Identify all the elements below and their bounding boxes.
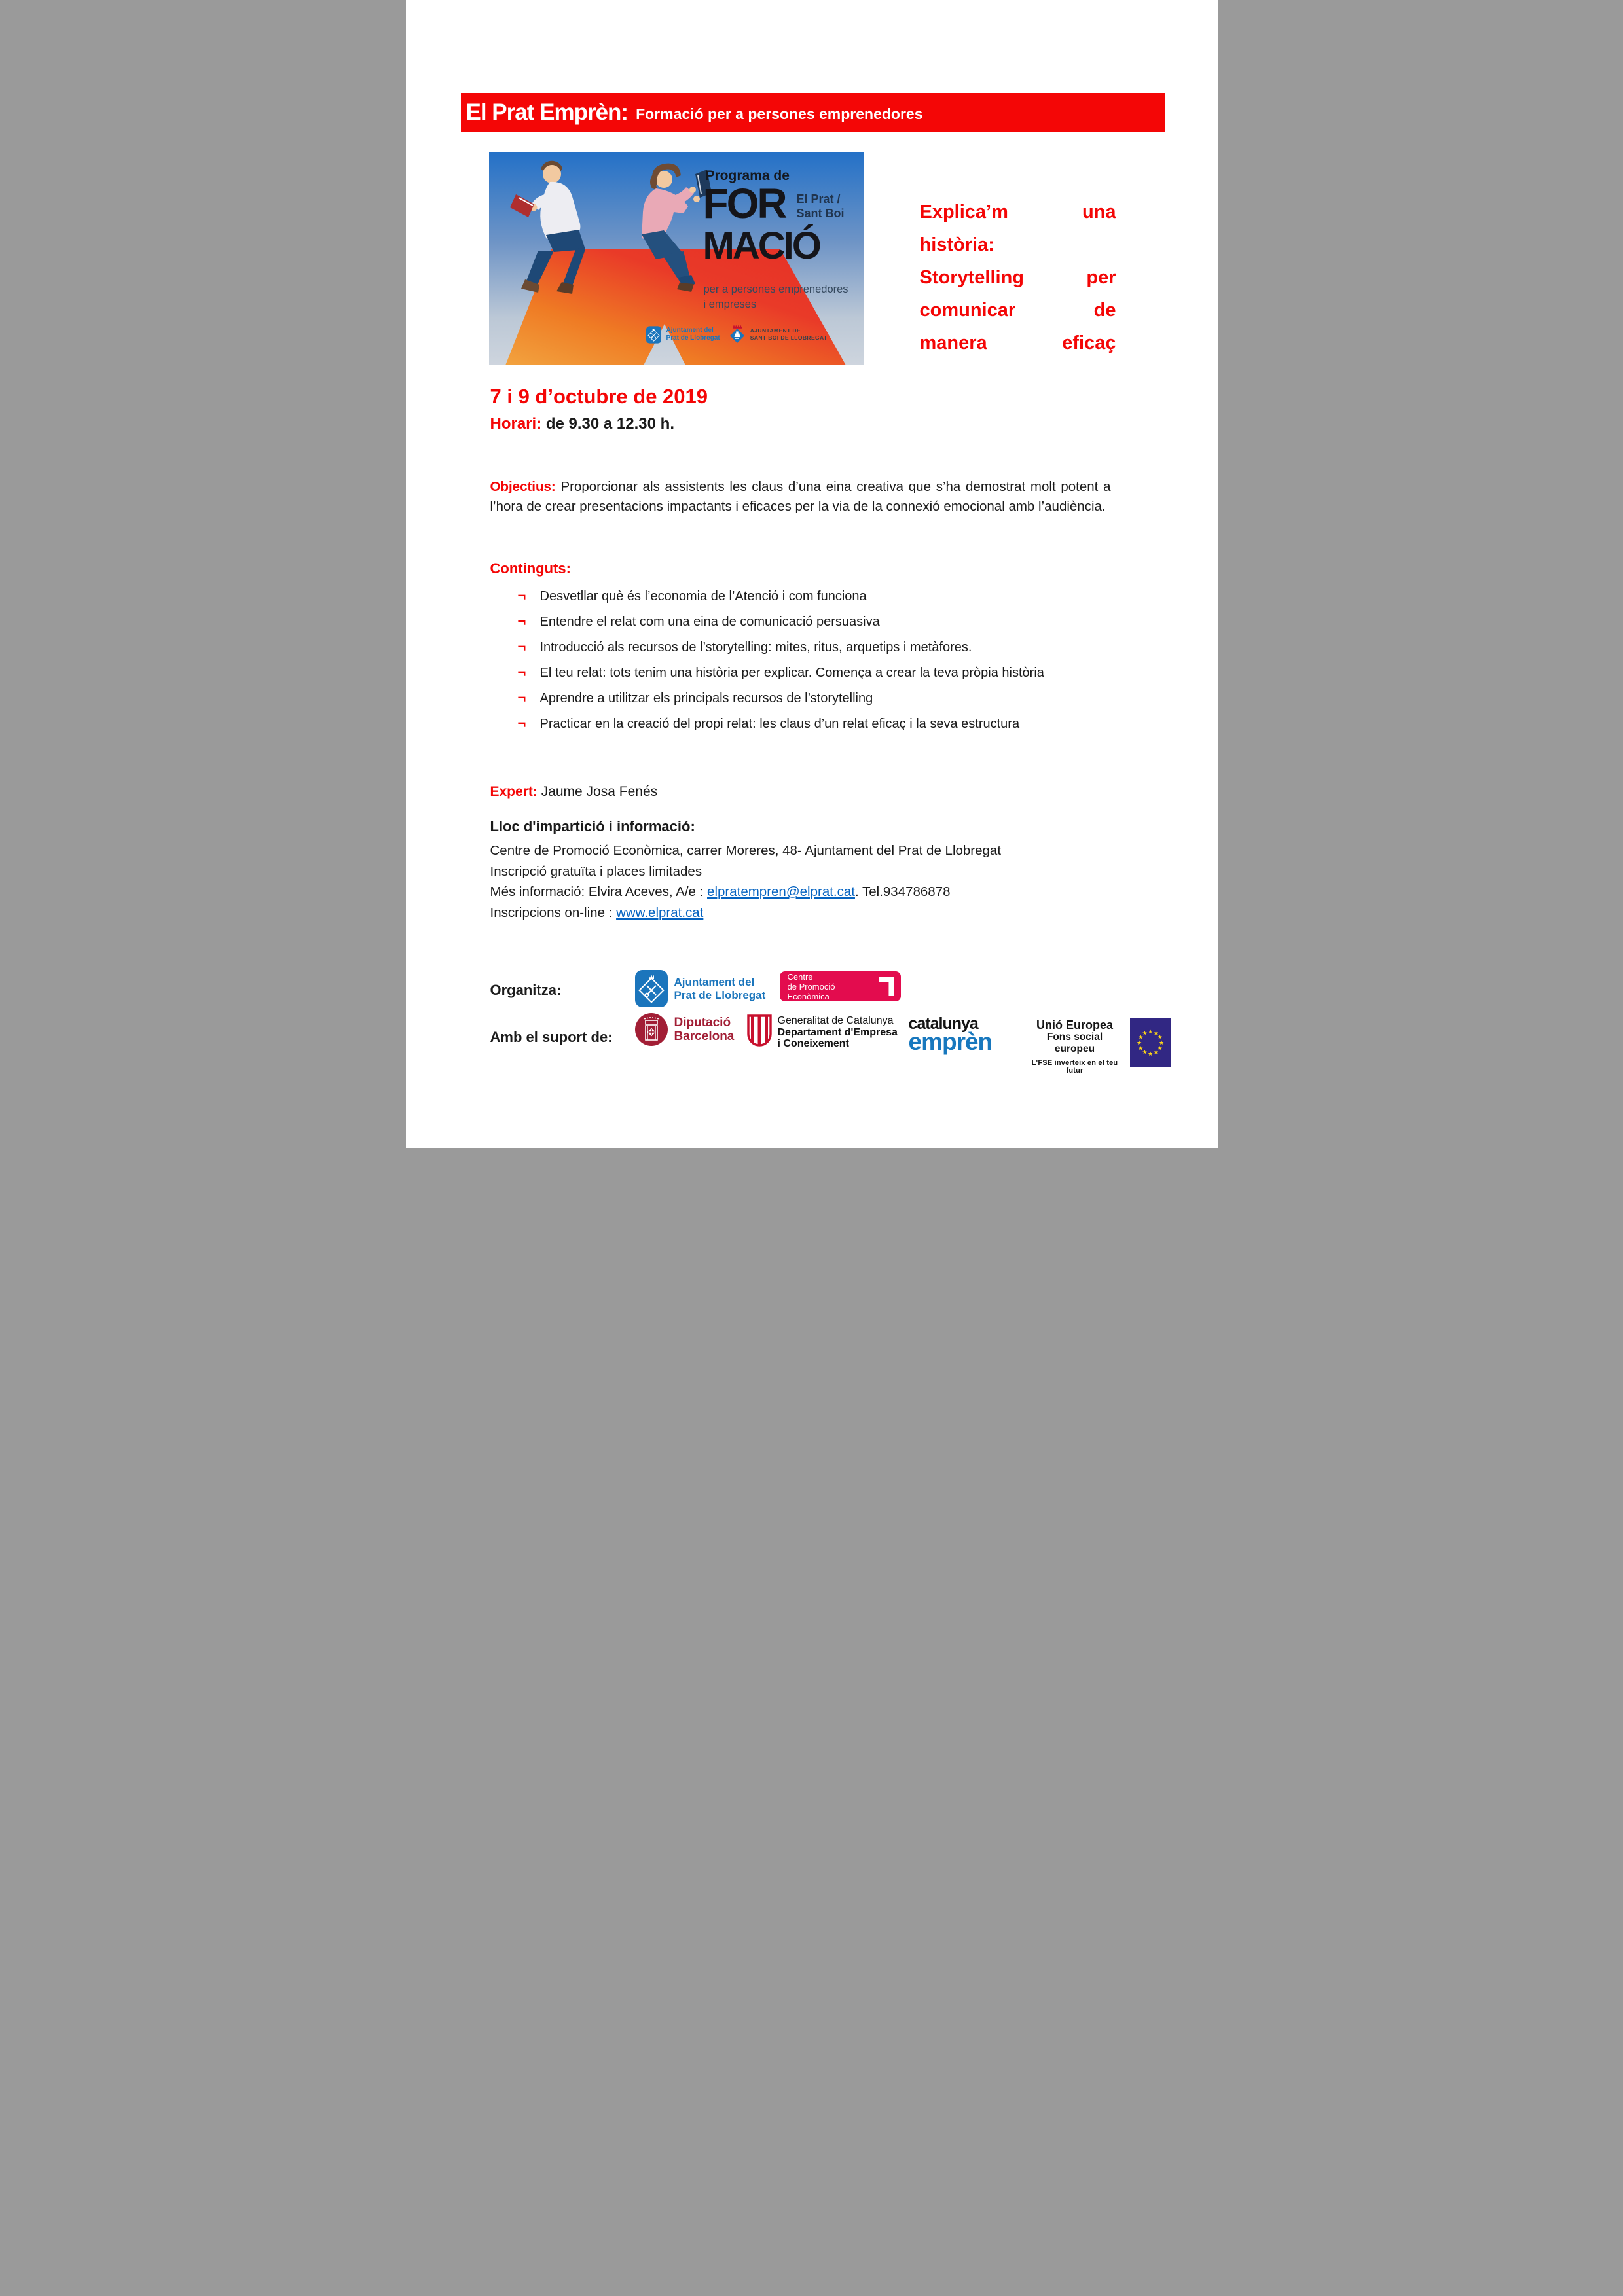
program-subtitle: Formació per a persones emprenedores: [636, 105, 923, 122]
svg-text:★: ★: [1152, 1030, 1159, 1037]
generalitat-logo-text: [778, 1014, 898, 1050]
online-registration-line: [490, 903, 1119, 924]
contents-item: [490, 714, 1110, 734]
objectives-paragraph: [490, 477, 1111, 516]
svg-text:★: ★: [1158, 1040, 1164, 1047]
ue-line1: Unió Europea: [1036, 1018, 1113, 1031]
expert-name: Jaume Josa Fenés: [537, 784, 658, 799]
prat-coat-icon: [646, 326, 661, 344]
contents-label: Continguts:: [490, 560, 571, 577]
catalunya-word: catalunya: [908, 1014, 978, 1033]
course-title-word: una: [1082, 202, 1116, 223]
course-title-word: història:: [919, 234, 994, 255]
santboi-logo-line1: AJUNTAMENT DE: [750, 327, 801, 334]
centre-promocio-logo: [780, 971, 901, 1001]
poster-logos-row: [646, 325, 828, 344]
eu-flag-icon: [1130, 1018, 1171, 1067]
organitza-prat-logo: [635, 970, 766, 1007]
svg-text:★: ★: [1152, 1049, 1159, 1056]
ue-line2: Fons social europeu: [1046, 1031, 1103, 1054]
poster-location-line1: El Prat /: [796, 192, 841, 206]
centre-logo-line2: de Promoció Econòmica: [787, 981, 835, 1001]
poster-program-label: Programa de: [705, 168, 790, 183]
contact-prefix: Més informació: Elvira Aceves, A/e :: [490, 884, 708, 899]
bullet-icon: ¬: [517, 587, 526, 603]
course-title-line: [920, 234, 1116, 267]
location-info: [490, 840, 1119, 923]
contact-suffix: . Tel.934786878: [854, 884, 951, 899]
svg-text:★: ★: [1141, 1049, 1148, 1056]
svg-text:★: ★: [1141, 1030, 1148, 1037]
santboi-logo-text: [750, 327, 828, 342]
prat-logo-text: [674, 976, 766, 1002]
course-title-word: de: [1093, 300, 1116, 321]
online-prefix: Inscripcions on-line :: [490, 905, 617, 920]
prat-logo-text: [666, 327, 720, 342]
course-title-word: eficaç: [1062, 332, 1116, 353]
contact-line: [490, 882, 1119, 903]
expert-label: Expert:: [490, 784, 538, 799]
poster-location: [797, 192, 845, 221]
course-title-word: Explica’m: [919, 202, 1008, 223]
empren-word: emprèn: [908, 1028, 993, 1055]
contents-item-text: Introducció als recursos de l’storytelling: mites, ritus, arquetips i metàfores.: [539, 640, 972, 655]
poster-audience-line2: i empreses: [703, 298, 757, 310]
poster-title-macio: MACIÓ: [702, 224, 820, 267]
unio-europea-logo: [1027, 1018, 1171, 1075]
objectives-text: Proporcionar als assistents les claus d’una eina creativa que s’ha demostrat molt potent a l’hora de crear presentacions impactants i eficaces per la via de la connexió emocional amb l’audiència.: [490, 478, 1111, 514]
santboi-coat-icon: [729, 325, 745, 344]
contents-item: [490, 689, 1110, 709]
generalitat-line1: Generalitat de Catalunya: [777, 1015, 894, 1026]
time-value: de 9.30 a 12.30 h.: [541, 415, 674, 433]
prat-logo-line1: Ajuntament del: [666, 327, 714, 334]
course-title-word: Storytelling: [919, 267, 1025, 288]
contents-item-text: Aprendre a utilitzar els principals recursos de l’storytelling: [539, 691, 873, 706]
bullet-icon: ¬: [517, 664, 526, 680]
contents-item: [490, 637, 1110, 658]
course-title-word: manera: [919, 332, 987, 353]
event-time: [490, 415, 674, 433]
time-label: Horari:: [490, 415, 542, 433]
svg-text:★: ★: [1137, 1045, 1143, 1052]
generalitat-line2: Departament d'Empresa: [777, 1026, 898, 1038]
expert-line: [490, 784, 658, 800]
prat-coat-icon: [635, 970, 668, 1007]
website-link[interactable]: www.elprat.cat: [616, 905, 704, 920]
prat-logo-line2: Prat de Llobregat: [674, 988, 766, 1001]
contents-item-text: Desvetllar què és l’economia de l’Atenció i com funciona: [539, 589, 867, 603]
generalitat-line3: i Coneixement: [777, 1038, 849, 1049]
organitza-label: Organitza:: [490, 982, 562, 998]
bullet-icon: ¬: [517, 715, 526, 731]
ue-logo-text: [1027, 1018, 1123, 1075]
contents-item-text: Entendre el relat com una eina de comunicació persuasiva: [539, 615, 880, 629]
course-title: [920, 202, 1116, 365]
course-title-line: [920, 202, 1116, 234]
contents-item-text: Practicar en la creació del propi relat: les claus d’un relat eficaç i la seva estructura: [539, 717, 1020, 731]
diputacio-seal-icon: [635, 1013, 668, 1046]
corner-bracket-icon: [879, 977, 894, 996]
flyer-page: [406, 0, 1218, 1148]
diputacio-logo-text: [674, 1016, 735, 1043]
prat-logo-line1: Ajuntament del: [674, 975, 755, 988]
course-title-line: [920, 267, 1116, 300]
contents-item: [490, 663, 1110, 683]
course-title-line: [920, 300, 1116, 332]
generalitat-shield-icon: [746, 1014, 773, 1047]
contents-item: [490, 612, 1110, 632]
header-banner: [461, 93, 1165, 132]
objectives-label: Objectius:: [490, 478, 556, 494]
centre-logo-line1: Centre: [787, 971, 813, 982]
ue-line3: L'FSE inverteix en el teu futur: [1031, 1059, 1118, 1075]
email-link[interactable]: elpratempren@elprat.cat: [707, 884, 855, 899]
location-heading: Lloc d'impartició i informació:: [490, 818, 695, 834]
diputacio-line2: Barcelona: [674, 1030, 735, 1043]
poster-audience-line1: per a persones emprenedores: [703, 283, 848, 295]
course-title-word: comunicar: [919, 300, 1016, 321]
location-address: Centre de Promoció Econòmica, carrer Moreres, 48- Ajuntament del Prat de Llobregat: [490, 843, 1002, 858]
contents-list: [490, 586, 1110, 740]
catalunya-empren-logo: [909, 1016, 993, 1054]
suport-label: Amb el suport de:: [490, 1029, 613, 1045]
santboi-logo-line2: SANT BOI DE LLOBREGAT: [750, 334, 828, 341]
course-title-line: [920, 332, 1116, 365]
diputacio-logo: [635, 1013, 735, 1046]
poster-audience: [704, 282, 848, 312]
diputacio-line1: Diputació: [674, 1016, 731, 1030]
svg-text:★: ★: [1137, 1034, 1143, 1041]
svg-text:★: ★: [1147, 1051, 1153, 1058]
poster-location-line2: Sant Boi: [796, 207, 845, 220]
formacio-poster: [489, 152, 864, 365]
centre-logo-text: [780, 972, 879, 1001]
svg-text:★: ★: [1147, 1029, 1153, 1035]
bullet-icon: ¬: [517, 689, 526, 706]
prat-logo-line2: Prat de Llobregat: [666, 334, 720, 342]
program-title: El Prat Emprèn:: [465, 99, 629, 125]
svg-text:★: ★: [1157, 1045, 1163, 1052]
bullet-icon: ¬: [517, 613, 526, 629]
svg-text:★: ★: [1157, 1034, 1163, 1041]
bullet-icon: ¬: [517, 638, 526, 655]
contents-item-text: El teu relat: tots tenim una història per explicar. Comença a crear la teva pròpia història: [539, 666, 1044, 680]
svg-text:★: ★: [1136, 1040, 1142, 1047]
generalitat-logo: [746, 1014, 898, 1050]
event-date: 7 i 9 d’octubre de 2019: [490, 385, 708, 408]
course-title-word: per: [1086, 267, 1116, 288]
registration-note: Inscripció gratuïta i places limitades: [490, 863, 702, 879]
contents-item: [490, 586, 1110, 607]
poster-title-for: FOR: [702, 180, 786, 227]
